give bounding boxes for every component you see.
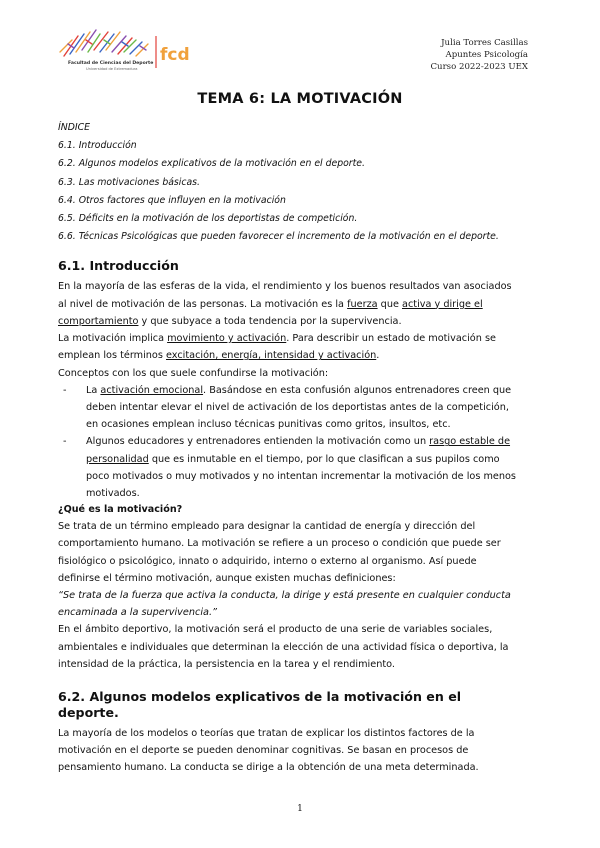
logo-caption: Facultad de Ciencias del Deporte xyxy=(68,61,154,66)
underlined-term: activa y dirige el comportamiento xyxy=(58,298,483,327)
author-block xyxy=(430,37,528,74)
underlined-term: fuerza xyxy=(347,298,378,310)
document-content xyxy=(58,121,520,777)
text-run: En la mayoría de las esferas de la vida, el rendimiento y los buenos resultados van asociados al nivel de motivación de las personas. La motivación es la xyxy=(58,281,512,310)
text-run: . Basándose en esta confusión algunos entrenadores creen que deben intentar elevar el nivel de activación de los deportistas antes de la competición, en ocasiones emplean incluso técnicas punitivas como gritos, insultos, etc. xyxy=(86,384,512,431)
text-run: . xyxy=(376,350,380,362)
index-item: 6.3. Las motivaciones básicas. xyxy=(58,176,200,188)
text-run: que es inmutable en el tiempo, por lo que clasifican a sus pupilos como poco motivados o muy motivados y no intentan incrementar la motivación de los menos motivados. xyxy=(86,453,516,499)
author-name: Julia Torres Casillas xyxy=(441,38,528,48)
sports-context-paragraph: En el ámbito deportivo, la motivación será el producto de una serie de variables sociales, ambientales e individuales que determinan la elección de una actividad física o deportiva, la intensidad de la práctica, la persistencia en la tarea y el rendimiento. xyxy=(58,624,509,670)
notes-label: Apuntes Psicología xyxy=(445,50,528,61)
list-item xyxy=(63,433,520,502)
underlined-term: excitación, energía, intensidad y activación xyxy=(166,350,377,362)
text-run: . Para describir un estado de motivación se emplean los términos xyxy=(58,333,496,362)
index-list xyxy=(58,139,520,243)
intro-paragraph-1 xyxy=(58,278,520,330)
index-heading: ÍNDICE xyxy=(58,122,90,133)
intro-paragraph-3: Conceptos con los que suele confundirse la motivación: xyxy=(58,367,329,379)
definition-paragraph: Se trata de un término empleado para designar la cantidad de energía y dirección del comportamiento humano. La motivación se refiere a un proceso o condición que puede ser fisiológico o psicológico, innato o adquirido, interno o externo al organismo. Así puede definirse el término motivación, aunque existen muchas definiciones: xyxy=(58,521,501,584)
course-label: Curso 2022-2023 UEX xyxy=(430,62,528,73)
confusion-concepts-list xyxy=(58,382,520,502)
underlined-term: rasgo estable de personalidad xyxy=(86,436,511,465)
index-item: 6.1. Introducción xyxy=(58,140,137,151)
definition-quote: “Se trata de la fuerza que activa la conducta, la dirige y está presente en cualquier conducta encaminada a la supervivencia.” xyxy=(58,589,511,619)
list-item xyxy=(63,382,520,434)
dash-bullet: - xyxy=(63,384,67,396)
document-title: TEMA 6: LA MOTIVACIÓN xyxy=(197,91,403,107)
underlined-term: activación emocional xyxy=(100,384,204,396)
text-run: La xyxy=(86,384,101,396)
section-heading-models: 6.2. Algunos modelos explicativos de la motivación en el deporte. xyxy=(58,688,462,720)
index-item: 6.5. Déficits en la motivación de los deportistas de competición. xyxy=(58,213,358,225)
text-run: y que subyace a toda tendencia por la supervivencia. xyxy=(138,315,402,327)
page-number: 1 xyxy=(297,804,303,814)
index-item: 6.6. Técnicas Psicológicas que pueden favorecer el incremento de la motivación en el deporte. xyxy=(58,231,499,243)
text-run: Algunos educadores y entrenadores entienden la motivación como un xyxy=(86,436,430,448)
faculty-logo-graphic xyxy=(56,22,192,80)
faculty-logo xyxy=(56,22,192,80)
intro-paragraph-2 xyxy=(58,330,520,364)
section-heading-introduction: 6.1. Introducción xyxy=(58,258,179,274)
index-item: 6.2. Algunos modelos explicativos de la motivación en el deporte. xyxy=(58,158,365,170)
dash-bullet: - xyxy=(63,436,67,448)
text-run: La motivación implica xyxy=(58,333,168,345)
logo-mark: fcd xyxy=(160,45,190,65)
underlined-term: movimiento y activación xyxy=(167,333,287,345)
index-item: 6.4. Otros factores que influyen en la motivación xyxy=(58,194,286,206)
models-paragraph: La mayoría de los modelos o teorías que tratan de explicar los distintos factores de la motivación en el deporte se pueden denominar cognitivas. Se basan en procesos de pensamiento humano. La conducta se dirige a la obtención de una meta determinada. xyxy=(58,727,479,774)
subheading-what-is-motivation: ¿Qué es la motivación? xyxy=(58,504,183,516)
logo-subcaption: Universidad de Extremadura xyxy=(86,67,138,71)
text-run: que xyxy=(377,298,403,310)
